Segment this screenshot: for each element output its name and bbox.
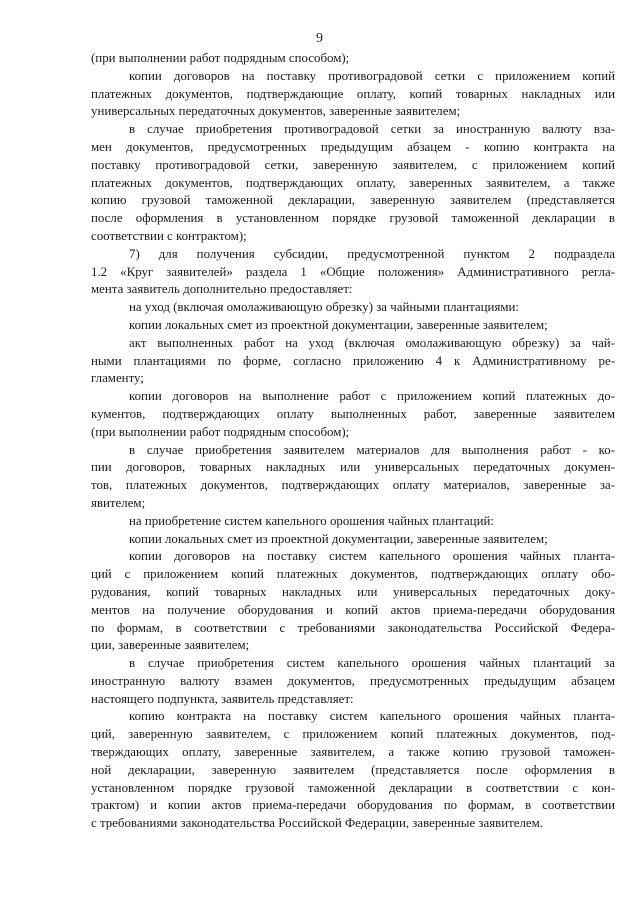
text-line: акт выполненных работ на уход (включая омолаживающую обрезку) за чай- — [129, 335, 615, 350]
text-line: в случае приобретения систем капельного орошения чайных плантаций за — [129, 656, 615, 671]
text-line: 1.2 «Круг заявителей» раздела 1 «Общие положения» Административного регла- — [91, 264, 615, 279]
text-line: ции, заверенные заявителем; — [91, 638, 250, 653]
text-line: ций с приложением копий платежных документов, подтверждающих оплату обо- — [91, 567, 615, 582]
text-line: поставку противоградовой сетки, заверенную заявителем, с приложением копий — [91, 157, 615, 172]
text-line: платежных документов, подтверждающие оплату, копий товарных накладных или — [91, 86, 615, 101]
text-line: тов, платежных документов, подтверждающих оплату материалов, заверенные за- — [91, 478, 615, 493]
text-line: тверждающих оплату, заверенные заявителем, а также копию грузовой таможен- — [91, 745, 615, 760]
text-line: ций, заверенную заявителем, с приложением копий платежных документов, под- — [91, 727, 615, 742]
text-line: явителем; — [91, 495, 146, 510]
text-line: на уход (включая омолаживающую обрезку) за чайными плантациями: — [129, 300, 520, 315]
text-line: с требованиями законодательства Российской Федерации, заверенные заявителем. — [91, 816, 544, 831]
text-line: копию грузовой таможенной декларации, заверенную заявителем (представляется — [91, 193, 615, 208]
text-line: копии локальных смет из проектной документации, заверенные заявителем; — [129, 531, 548, 546]
text-line: рудования, копий товарных накладных или универсальных передаточных доку- — [91, 584, 615, 599]
text-line: по формам, в соответствии с требованиями законодательства Российской Федера- — [91, 620, 615, 635]
text-line: мен документов, предусмотренных предыдущим абзацем - копию контракта на — [91, 139, 615, 154]
text-line: ментов на получение оборудования и копий актов приема-передачи оборудования — [91, 602, 615, 617]
text-line: настоящего подпункта, заявитель представляет: — [91, 691, 354, 706]
text-line: после оформления в установленном порядке грузовой таможенной декларации в — [91, 211, 615, 226]
text-line: пии договоров, товарных накладных или универсальных передаточных докумен- — [91, 460, 615, 475]
text-line: копии локальных смет из проектной документации, заверенные заявителем; — [129, 317, 548, 332]
text-line: соответствии с контрактом); — [91, 228, 247, 243]
text-line: (при выполнении работ подрядным способом); — [91, 51, 350, 65]
text-line: универсальных передаточных документов, заверенные заявителем; — [91, 104, 461, 119]
text-line: иностранную валюту взамен документов, предусмотренных предыдущим абзацем — [91, 673, 615, 688]
text-line: 7) для получения субсидии, предусмотренной пунктом 2 подраздела — [129, 246, 615, 261]
text-line: мента заявитель дополнительно предоставляет: — [91, 282, 353, 297]
page-number: 9 — [316, 31, 323, 46]
text-line: трактом) и копии актов приема-передачи оборудования по формам, в соответствии — [91, 798, 615, 813]
text-line: копии договоров на поставку противоградовой сетки с приложением копий — [129, 68, 615, 83]
text-line: ными плантациями по форме, согласно приложению 4 к Административному ре- — [91, 353, 615, 368]
text-line: (при выполнении работ подрядным способом); — [91, 424, 350, 439]
text-line: гламенту; — [91, 371, 144, 386]
text-line: копии договоров на поставку систем капельного орошения чайных планта- — [129, 549, 615, 564]
text-line: на приобретение систем капельного орошения чайных плантаций: — [129, 513, 494, 528]
text-line: в случае приобретения противоградовой сетки за иностранную валюту вза- — [129, 122, 615, 137]
text-line: в случае приобретения заявителем материалов для выполнения работ - ко- — [129, 442, 615, 457]
body-text — [91, 50, 615, 833]
text-line: установленном порядке грузовой таможенной декларации в соответствии с кон- — [91, 780, 615, 795]
text-line: копии договоров на выполнение работ с приложением копий платежных до- — [129, 389, 615, 404]
text-line: ной декларации, заверенную заявителем (представляется после оформления в — [91, 762, 615, 777]
text-line: кументов, подтверждающих оплату выполненных работ, заверенные заявителем — [91, 406, 615, 421]
text-line: копию контракта на поставку систем капельного орошения чайных планта- — [129, 709, 615, 724]
text-line: платежных документов, подтверждающих оплату, заверенных заявителем, а также — [91, 175, 615, 190]
